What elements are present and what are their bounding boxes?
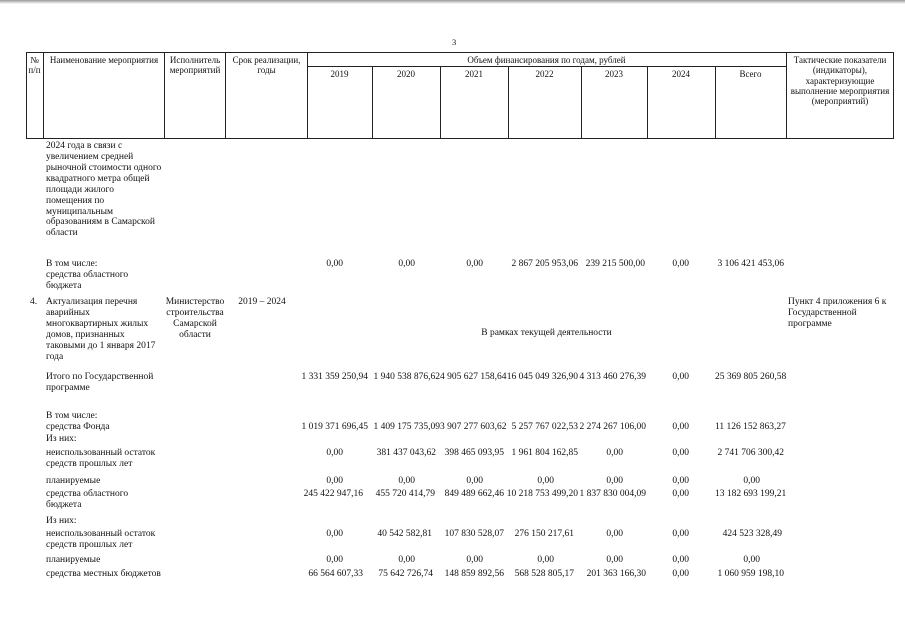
row-label-unused-fund: неиспользованный остаток средств прошлых лет bbox=[46, 448, 156, 469]
cell-value: 1 060 959 198,10 bbox=[717, 569, 784, 579]
cell-value: 0,00 bbox=[672, 569, 689, 579]
item4-indicator: Пункт 4 приложения 6 к Государственной программе bbox=[788, 297, 887, 329]
cell-value: 1 837 830 004,09 bbox=[579, 489, 646, 499]
cell-value: 0,00 bbox=[743, 476, 760, 486]
cell-value: 0,00 bbox=[672, 259, 689, 269]
cell-value: 0,00 bbox=[743, 555, 760, 565]
row-label-unused-regional: неиспользованный остаток средств прошлых лет bbox=[46, 529, 156, 550]
year-header-2020: 2020 bbox=[397, 69, 415, 79]
cell-value: 0,00 bbox=[672, 489, 689, 499]
cell-value: 0,00 bbox=[398, 476, 415, 486]
cell-value: 455 720 414,79 bbox=[375, 489, 435, 499]
cell-value: 1 331 359 250,94 bbox=[301, 372, 368, 382]
row-label-incl-regional: В том числе: средства областного бюджета bbox=[46, 259, 129, 291]
cell-value: 1 409 175 735,09 bbox=[373, 422, 440, 432]
cell-value: 0,00 bbox=[326, 448, 343, 458]
cell-value: 0,00 bbox=[672, 476, 689, 486]
cell-value: 13 182 693 199,21 bbox=[715, 489, 787, 499]
vline bbox=[786, 52, 787, 139]
cell-value: 245 422 947,16 bbox=[303, 489, 363, 499]
cell-value: 0,00 bbox=[326, 529, 343, 539]
cell-value: 849 489 662,46 bbox=[444, 489, 504, 499]
cell-value: 40 542 582,81 bbox=[377, 529, 432, 539]
cell-value: 25 369 805 260,58 bbox=[715, 372, 787, 382]
cell-value: 16 045 049 326,90 bbox=[506, 372, 578, 382]
cell-value: 2 274 267 106,00 bbox=[579, 422, 646, 432]
header-top-border bbox=[26, 52, 893, 53]
cell-value: 0,00 bbox=[398, 555, 415, 565]
cell-value: 1 019 371 696,45 bbox=[301, 422, 368, 432]
cell-value: 11 126 152 863,27 bbox=[715, 422, 786, 432]
scan-edge bbox=[0, 0, 905, 4]
cell-value: 0,00 bbox=[606, 448, 623, 458]
cell-value: 201 363 166,30 bbox=[586, 569, 646, 579]
cell-value: 4 313 460 276,39 bbox=[579, 372, 646, 382]
row-label-regional: средства областного бюджета bbox=[46, 489, 129, 510]
row-label-total: Итого по Государственной программе bbox=[46, 372, 154, 393]
cell-value: 0,00 bbox=[398, 259, 415, 269]
row-label-fund: В том числе: средства Фонда bbox=[46, 411, 110, 432]
year-header-2022: 2022 bbox=[535, 69, 554, 79]
cell-value: 568 528 805,17 bbox=[514, 569, 574, 579]
cell-value: 0,00 bbox=[326, 476, 343, 486]
vline bbox=[164, 52, 165, 139]
year-header-2024: 2024 bbox=[672, 69, 690, 79]
cell-value: 0,00 bbox=[466, 259, 483, 269]
year-header-2023: 2023 bbox=[605, 69, 623, 79]
year-header-2019: 2019 bbox=[330, 69, 349, 79]
col-header-name: Наименование мероприятия bbox=[49, 55, 159, 65]
year-header-total: Всего bbox=[739, 69, 762, 79]
cell-value: 75 642 726,74 bbox=[378, 569, 433, 579]
col-header-term: Срок реализации, годы bbox=[232, 55, 301, 76]
col-header-indicators: Тактические показатели (индикаторы), характеризующие выполнение мероприятия (мероприятий) bbox=[790, 55, 890, 107]
cell-value: 2 741 706 300,42 bbox=[717, 448, 784, 458]
cell-value: 0,00 bbox=[672, 529, 689, 539]
cell-value: 0,00 bbox=[466, 476, 483, 486]
cell-value: 107 830 528,07 bbox=[444, 529, 504, 539]
cell-value: 0,00 bbox=[672, 372, 689, 382]
header-bottom-border bbox=[26, 138, 893, 139]
cell-value: 0,00 bbox=[606, 476, 623, 486]
vline bbox=[225, 52, 226, 139]
item4-name: Актуализация перечня аварийных многоквартирных жилых домов, признанных таковыми до 1 января 2017 года bbox=[46, 297, 156, 362]
cell-value: 1 940 538 876,62 bbox=[373, 372, 440, 382]
cell-value: 66 564 607,33 bbox=[308, 569, 363, 579]
row-label-planned-regional: планируемые bbox=[46, 555, 101, 565]
cell-value: 0,00 bbox=[466, 555, 483, 565]
year-header-2021: 2021 bbox=[465, 69, 483, 79]
cell-value: 0,00 bbox=[672, 448, 689, 458]
col-header-executor: Исполнитель мероприятий bbox=[169, 55, 221, 76]
cell-value: 239 215 500,00 bbox=[585, 259, 645, 269]
of-them-label: Из них: bbox=[46, 434, 77, 444]
continuation-text: 2024 года в связи с увеличением средней рыночной стоимости одного квадратного метра общей площади жилого помещения по муниципальным образованиям в Самарской области bbox=[46, 141, 162, 239]
cell-value: 0,00 bbox=[326, 555, 343, 565]
cell-value: 424 523 328,49 bbox=[722, 529, 782, 539]
col-header-number: № п/п bbox=[28, 55, 41, 76]
item4-executor: Министерство строительства Самарской области bbox=[165, 297, 225, 340]
vline bbox=[43, 52, 44, 139]
cell-value: 5 257 767 022,53 bbox=[511, 422, 578, 432]
cell-value: 4 905 627 158,64 bbox=[440, 372, 507, 382]
cell-value: 381 437 043,62 bbox=[376, 448, 436, 458]
item4-term: 2019 – 2024 bbox=[238, 297, 286, 307]
of-them-label: Из них: bbox=[46, 516, 77, 526]
cell-value: 0,00 bbox=[672, 422, 689, 432]
cell-value: 148 859 892,56 bbox=[444, 569, 504, 579]
cell-value: 0,00 bbox=[606, 529, 623, 539]
item-number: 4. bbox=[30, 297, 38, 307]
cell-value: 0,00 bbox=[606, 555, 623, 565]
item4-funding: В рамках текущей деятельности bbox=[481, 328, 612, 338]
cell-value: 398 465 093,95 bbox=[444, 448, 504, 458]
cell-value: 276 150 217,61 bbox=[514, 529, 574, 539]
cell-value: 3 907 277 603,62 bbox=[440, 422, 507, 432]
cell-value: 0,00 bbox=[326, 259, 343, 269]
vline bbox=[893, 52, 894, 139]
cell-value: 0,00 bbox=[537, 555, 554, 565]
cell-value: 10 218 753 499,20 bbox=[506, 489, 578, 499]
row-label-local: средства местных бюджетов bbox=[46, 569, 161, 579]
cell-value: 0,00 bbox=[672, 555, 689, 565]
cell-value: 2 867 205 953,06 bbox=[511, 259, 578, 269]
row-label-planned-fund: планируемые bbox=[46, 476, 101, 486]
cell-value: 0,00 bbox=[537, 476, 554, 486]
cell-value: 1 961 804 162,85 bbox=[511, 448, 578, 458]
col-header-funding: Объем финансирования по годам, рублей bbox=[467, 55, 626, 65]
page-number: 3 bbox=[452, 37, 457, 47]
cell-value: 3 106 421 453,06 bbox=[717, 259, 784, 269]
